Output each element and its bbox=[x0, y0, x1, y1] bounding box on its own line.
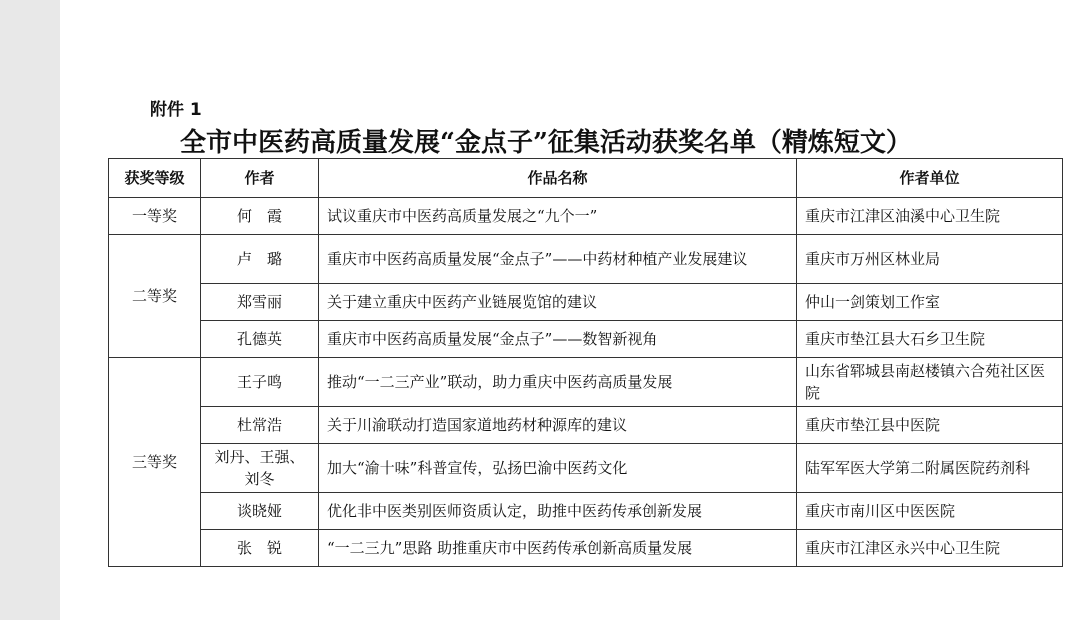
work-cell: 推动“一二三产业”联动，助力重庆中医药高质量发展 bbox=[319, 358, 797, 407]
table-header-row bbox=[109, 159, 1063, 198]
unit-cell: 陆军军医大学第二附属医院药剂科 bbox=[797, 444, 1063, 493]
work-cell: 加大“渝十味”科普宣传，弘扬巴渝中医药文化 bbox=[319, 444, 797, 493]
author-cell: 张 锐 bbox=[201, 530, 319, 567]
table-row bbox=[109, 284, 1063, 321]
unit-cell: 山东省郓城县南赵楼镇六合苑社区医院 bbox=[797, 358, 1063, 407]
work-cell: 优化非中医类别医师资质认定，助推中医药传承创新发展 bbox=[319, 493, 797, 530]
work-cell: “一二三九”思路 助推重庆市中医药传承创新高质量发展 bbox=[319, 530, 797, 567]
header-unit: 作者单位 bbox=[797, 159, 1063, 198]
author-cell: 王子鸣 bbox=[201, 358, 319, 407]
work-cell: 试议重庆市中医药高质量发展之“九个一” bbox=[319, 198, 797, 235]
table-row bbox=[109, 235, 1063, 284]
author-cell: 孔德英 bbox=[201, 321, 319, 358]
table-row bbox=[109, 358, 1063, 407]
table-row bbox=[109, 198, 1063, 235]
author-cell: 何 霞 bbox=[201, 198, 319, 235]
header-work: 作品名称 bbox=[319, 159, 797, 198]
author-cell: 杜常浩 bbox=[201, 407, 319, 444]
table-row bbox=[109, 493, 1063, 530]
table-row bbox=[109, 407, 1063, 444]
header-level: 获奖等级 bbox=[109, 159, 201, 198]
unit-cell: 重庆市江津区永兴中心卫生院 bbox=[797, 530, 1063, 567]
table-row bbox=[109, 444, 1063, 493]
work-cell: 关于川渝联动打造国家道地药材种源库的建议 bbox=[319, 407, 797, 444]
unit-cell: 仲山一剑策划工作室 bbox=[797, 284, 1063, 321]
award-level: 三等奖 bbox=[109, 358, 201, 567]
work-cell: 重庆市中医药高质量发展“金点子”——数智新视角 bbox=[319, 321, 797, 358]
author-cell: 卢 璐 bbox=[201, 235, 319, 284]
author-cell: 刘丹、王强、刘冬 bbox=[201, 444, 319, 493]
unit-cell: 重庆市垫江县大石乡卫生院 bbox=[797, 321, 1063, 358]
table-row bbox=[109, 530, 1063, 567]
award-table bbox=[108, 158, 1063, 567]
author-cell: 谈晓娅 bbox=[201, 493, 319, 530]
work-cell: 重庆市中医药高质量发展“金点子”——中药材种植产业发展建议 bbox=[319, 235, 797, 284]
award-level: 二等奖 bbox=[109, 235, 201, 358]
unit-cell: 重庆市垫江县中医院 bbox=[797, 407, 1063, 444]
work-cell: 关于建立重庆中医药产业链展览馆的建议 bbox=[319, 284, 797, 321]
attachment-label: 附件 1 bbox=[150, 100, 202, 120]
author-cell: 郑雪丽 bbox=[201, 284, 319, 321]
document-page bbox=[60, 0, 1080, 620]
unit-cell: 重庆市万州区林业局 bbox=[797, 235, 1063, 284]
unit-cell: 重庆市南川区中医医院 bbox=[797, 493, 1063, 530]
page-title: 全市中医药高质量发展“金点子”征集活动获奖名单（精炼短文） bbox=[180, 128, 912, 158]
header-author: 作者 bbox=[201, 159, 319, 198]
award-level: 一等奖 bbox=[109, 198, 201, 235]
unit-cell: 重庆市江津区油溪中心卫生院 bbox=[797, 198, 1063, 235]
table-row bbox=[109, 321, 1063, 358]
